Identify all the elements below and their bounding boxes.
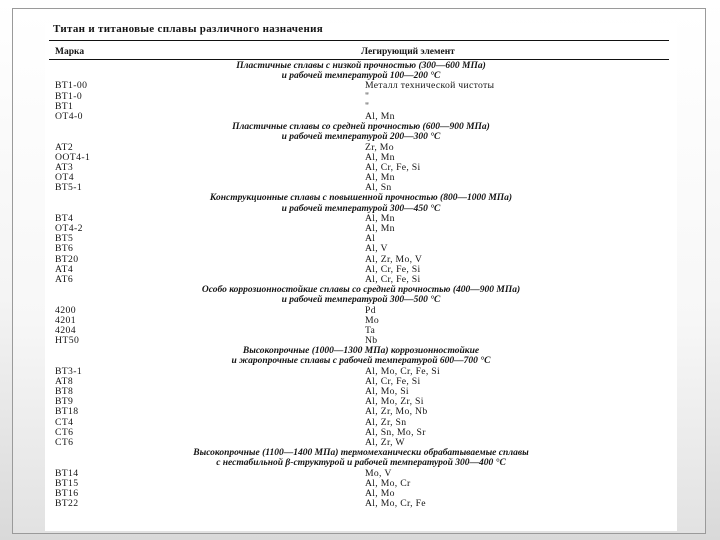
section-heading: и рабочей температурой 100—200 °С: [281, 71, 441, 82]
table-row: [45, 112, 677, 122]
alloy-grade: 4204: [55, 324, 76, 336]
table-row: [45, 418, 677, 428]
table-row: [45, 102, 677, 112]
alloying-elements: Металл технической чистоты: [365, 80, 495, 92]
section-heading: Особо коррозионностойкие сплавы со средней прочностью (400—900 МПа): [201, 285, 521, 296]
table-row: [45, 163, 677, 173]
table-row: [45, 326, 677, 336]
table-row: [45, 397, 677, 407]
table-row: [45, 92, 677, 102]
alloying-elements: Pd: [365, 304, 376, 316]
alloy-grade: ВТ3-1: [55, 365, 83, 377]
alloying-elements: Mo, V: [365, 467, 392, 479]
element-column-header: Легирующий элемент: [361, 47, 455, 57]
alloying-elements: Al, Mn: [365, 212, 395, 224]
alloying-elements: Al, Mn: [365, 223, 395, 234]
alloy-grade: ВТ1-0: [55, 90, 83, 102]
table-row: [45, 407, 677, 417]
table-row: [45, 469, 677, 479]
table-row: [45, 153, 677, 163]
alloying-elements: Al: [365, 233, 376, 245]
alloying-elements: Al, Cr, Fe, Si: [365, 161, 421, 173]
table-row: [45, 438, 677, 448]
header-rule: [49, 59, 669, 60]
alloy-grade: АТ2: [55, 141, 74, 153]
alloying-elements: Ta: [365, 324, 376, 336]
alloy-grade: ВТ8: [55, 386, 74, 397]
alloying-elements: Al, Zr, Mo, V: [365, 253, 423, 265]
alloying-elements: Mo: [365, 314, 380, 326]
alloy-grade: ОТ4: [55, 172, 74, 184]
table-row: [45, 336, 677, 346]
alloying-elements: Al, Cr, Fe, Si: [365, 375, 421, 387]
alloying-elements: Al, Mo: [365, 487, 395, 499]
table-title: Титан и титановые сплавы различного назначения: [53, 23, 324, 35]
alloy-grade: ВТ9: [55, 396, 74, 408]
alloy-grade: ВТ4: [55, 212, 74, 224]
alloy-grade: ОТ4-0: [55, 110, 83, 122]
document-page: [45, 23, 677, 531]
table-row: [45, 224, 677, 234]
alloying-elements: Al, Cr, Fe, Si: [365, 263, 421, 275]
table-row: [45, 265, 677, 275]
alloy-grade: АТ6: [55, 273, 74, 285]
table-row: [45, 244, 677, 254]
alloy-grade: НТ50: [55, 335, 80, 347]
alloying-elements: Zr, Mo: [365, 141, 394, 153]
table-body: [45, 61, 677, 509]
table-row: [45, 428, 677, 438]
section-heading: Высокопрочные (1000—1300 МПа) коррозионностойкие: [242, 346, 480, 357]
section-heading: с нестабильной β-структурой и рабочей температурой 300—400 °С: [216, 458, 506, 469]
alloying-elements: Al, Mo, Cr, Fe: [365, 498, 426, 510]
table-row: [45, 275, 677, 285]
table-row: [45, 173, 677, 183]
alloy-grade: СТ6: [55, 426, 74, 438]
alloying-elements: Al, Zr, Mo, Nb: [365, 406, 428, 418]
section-heading: Конструкционные сплавы с повышенной прочностью (800—1000 МПа): [209, 193, 513, 204]
alloy-grade: ОТ4-2: [55, 223, 83, 234]
table-row: [45, 214, 677, 224]
section-heading: Высокопрочные (1100—1400 МПа) термомеханически обрабатываемые сплавы: [193, 448, 529, 459]
table-row: [45, 316, 677, 326]
alloy-grade: ВТ1-00: [55, 80, 88, 92]
alloying-elements: ": [365, 90, 370, 102]
grade-column-header: Марка: [55, 47, 85, 57]
table-row: [45, 255, 677, 265]
alloy-grade: ВТ20: [55, 253, 79, 265]
alloy-grade: ВТ6: [55, 243, 74, 255]
table-row: [45, 234, 677, 244]
alloy-grade: ВТ5-1: [55, 182, 83, 194]
alloy-grade: СТ4: [55, 416, 74, 428]
table-row: [45, 81, 677, 91]
table-row: [45, 377, 677, 387]
slide-frame: [12, 8, 706, 534]
alloying-elements: Al, Mo, Cr: [365, 477, 411, 489]
alloying-elements: Al, Cr, Fe, Si: [365, 273, 421, 285]
alloying-elements: Al, Mn: [365, 151, 395, 163]
table-row: [45, 479, 677, 489]
alloy-grade: ВТ18: [55, 406, 79, 418]
alloy-grade: ВТ22: [55, 498, 79, 510]
table-row: [45, 143, 677, 153]
alloying-elements: ": [365, 100, 370, 112]
table-row: [45, 499, 677, 509]
section-heading: и жаропрочные сплавы с рабочей температурой 600—700 °С: [231, 356, 491, 367]
alloy-grade: ВТ5: [55, 233, 74, 245]
alloying-elements: Al, V: [365, 243, 388, 255]
section-heading: и рабочей температурой 300—500 °С: [281, 295, 441, 306]
section-heading: Пластичные сплавы с низкой прочностью (300—600 МПа): [236, 61, 486, 71]
alloy-grade: 4200: [55, 304, 76, 316]
alloy-grade: 4201: [55, 314, 76, 326]
top-rule: [49, 40, 669, 41]
alloy-grade: ВТ14: [55, 467, 79, 479]
alloying-elements: Al, Sn, Mo, Sr: [365, 426, 426, 438]
section-heading: и рабочей температурой 200—300 °С: [281, 132, 441, 143]
alloying-elements: Al, Mn: [365, 172, 395, 184]
section-heading: и рабочей температурой 300—450 °С: [281, 203, 441, 214]
table-row: [45, 489, 677, 499]
alloy-grade: ВТ16: [55, 487, 79, 499]
alloy-grade: ВТ15: [55, 477, 79, 489]
alloying-elements: Al, Mn: [365, 110, 395, 122]
alloying-elements: Al, Mo, Zr, Si: [365, 396, 424, 408]
alloying-elements: Al, Sn: [365, 182, 392, 194]
alloy-grade: АТ8: [55, 375, 74, 387]
table-row: [45, 183, 677, 193]
alloy-grade: СТ6: [55, 436, 74, 448]
alloy-grade: ООТ4-1: [55, 151, 91, 163]
alloying-elements: Al, Mo, Si: [365, 386, 409, 397]
alloying-elements: Nb: [365, 335, 378, 347]
table-row: [45, 387, 677, 397]
table-row: [45, 367, 677, 377]
alloying-elements: Al, Zr, W: [365, 436, 405, 448]
alloy-grade: ВТ1: [55, 100, 74, 112]
section-heading: Пластичные сплавы со средней прочностью (600—900 МПа): [232, 122, 490, 133]
table-row: [45, 306, 677, 316]
alloy-grade: АТ3: [55, 161, 74, 173]
alloying-elements: Al, Zr, Sn: [365, 416, 407, 428]
alloy-grade: АТ4: [55, 263, 74, 275]
alloying-elements: Al, Mo, Cr, Fe, Si: [365, 365, 440, 377]
